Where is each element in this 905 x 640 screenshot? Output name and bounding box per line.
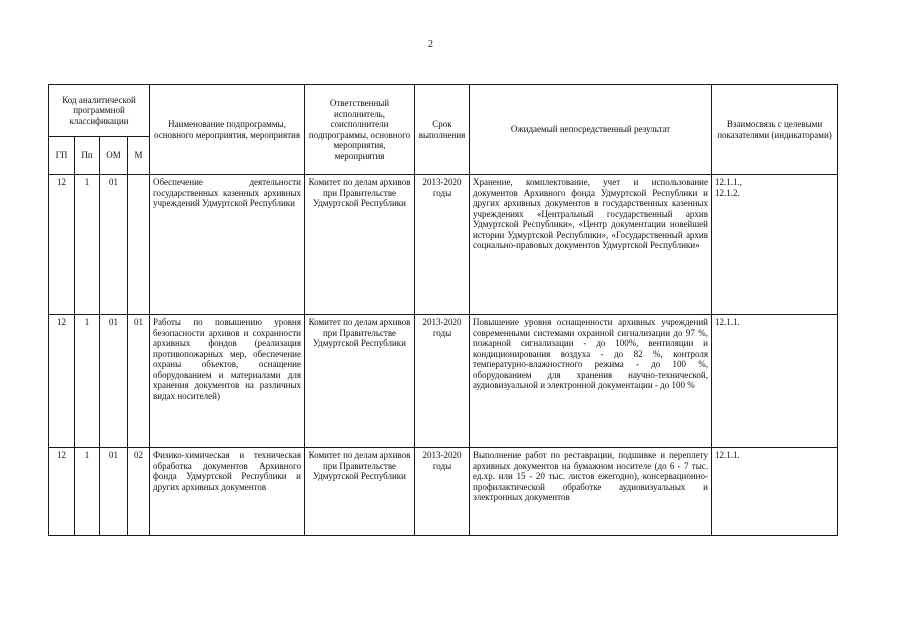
cell-term: 2013-2020 годы [415, 448, 470, 536]
cell-indicators [712, 315, 838, 448]
cell-term: 2013-2020 годы [415, 315, 470, 448]
cell-om: 01 [100, 315, 128, 448]
cell-result: Повышение уровня оснащенности архивных учреждений современными системами охранной сигнализации до 97 %, пожарной сигнализации - до 100%, вентиляции и кондиционирования воздуха - до 82 %, контроля температурно-влажностного режима - до 100 %, оборудованием для хранения научно-технической, аудиовизуальной и электронной документации - до 100 % [470, 315, 712, 448]
cell-indicators [712, 448, 838, 536]
cell-om: 01 [100, 175, 128, 315]
indicator-code: 12.1.1., [715, 177, 742, 187]
indicator-code: 12.1.1. [715, 317, 740, 327]
cell-term: 2013-2020 годы [415, 175, 470, 315]
cell-m: 02 [128, 448, 150, 536]
cell-result: Хранение, комплектование, учет и использование документов Архивного фонда Удмуртской Республики и других архивных документов в государственных казенных учреждениях «Центральный государственный архив Удмуртской Республики», «Центр документации новейшей истории Удмуртской Республики», «Государственный архив социально-правовых документов Удмуртской Республики» [470, 175, 712, 315]
cell-pp: 1 [75, 315, 100, 448]
cell-m [128, 175, 150, 315]
table-row [49, 315, 838, 448]
header-code-om: ОМ [100, 137, 128, 175]
table-row [49, 448, 838, 536]
header-name: Наименование подпрограммы, основного мероприятия, мероприятия [150, 85, 305, 175]
header-code-pp: Пп [75, 137, 100, 175]
cell-responsible: Комитет по делам архивов при Правительстве Удмуртской Республики [305, 315, 415, 448]
cell-gp: 12 [49, 175, 75, 315]
cell-om: 01 [100, 448, 128, 536]
page-number: 2 [428, 39, 433, 50]
cell-m: 01 [128, 315, 150, 448]
cell-name: Работы по повышению уровня безопасности архивов и сохранности архивных фондов (реализация противопожарных мер, обеспечение охраны объектов, оснащение оборудованием и материалами для хранения документов на различных видах носителей) [150, 315, 305, 448]
header-result: Ожидаемый непосредственный результат [470, 85, 712, 175]
cell-gp: 12 [49, 448, 75, 536]
cell-result: Выполнение работ по реставрации, подшивке и переплету архивных документов на бумажном носителе (до 6 - 7 тыс. ед.хр. или 15 - 20 тыс. листов ежегодно), консервационно-профилактической обработке аудиовизуальных и электронных документов [470, 448, 712, 536]
program-table [48, 84, 838, 536]
cell-responsible: Комитет по делам архивов при Правительстве Удмуртской Республики [305, 175, 415, 315]
cell-name: Физико-химическая и техническая обработка документов Архивного фонда Удмуртской Республики и других архивных документов [150, 448, 305, 536]
indicator-code: 12.1.1. [715, 450, 740, 460]
cell-pp: 1 [75, 175, 100, 315]
indicator-code: 12.1.2. [715, 187, 740, 198]
cell-name: Обеспечение деятельности государственных казенных архивных учреждений Удмуртской Республики [150, 175, 305, 315]
cell-pp: 1 [75, 448, 100, 536]
header-code-m: М [128, 137, 150, 175]
cell-gp: 12 [49, 315, 75, 448]
header-code-gp: ГП [49, 137, 75, 175]
header-indicators: Взаимосвязь с целевыми показателями (индикаторами) [712, 85, 838, 175]
cell-responsible: Комитет по делам архивов при Правительстве Удмуртской Республики [305, 448, 415, 536]
header-term: Срок выполнения [415, 85, 470, 175]
table-row [49, 175, 838, 315]
cell-indicators [712, 175, 838, 315]
header-responsible: Ответственный исполнитель, соисполнители подпрограммы, основного мероприятия, мероприятия [305, 85, 415, 175]
header-code-group: Код аналитической программной классификации [49, 85, 150, 137]
